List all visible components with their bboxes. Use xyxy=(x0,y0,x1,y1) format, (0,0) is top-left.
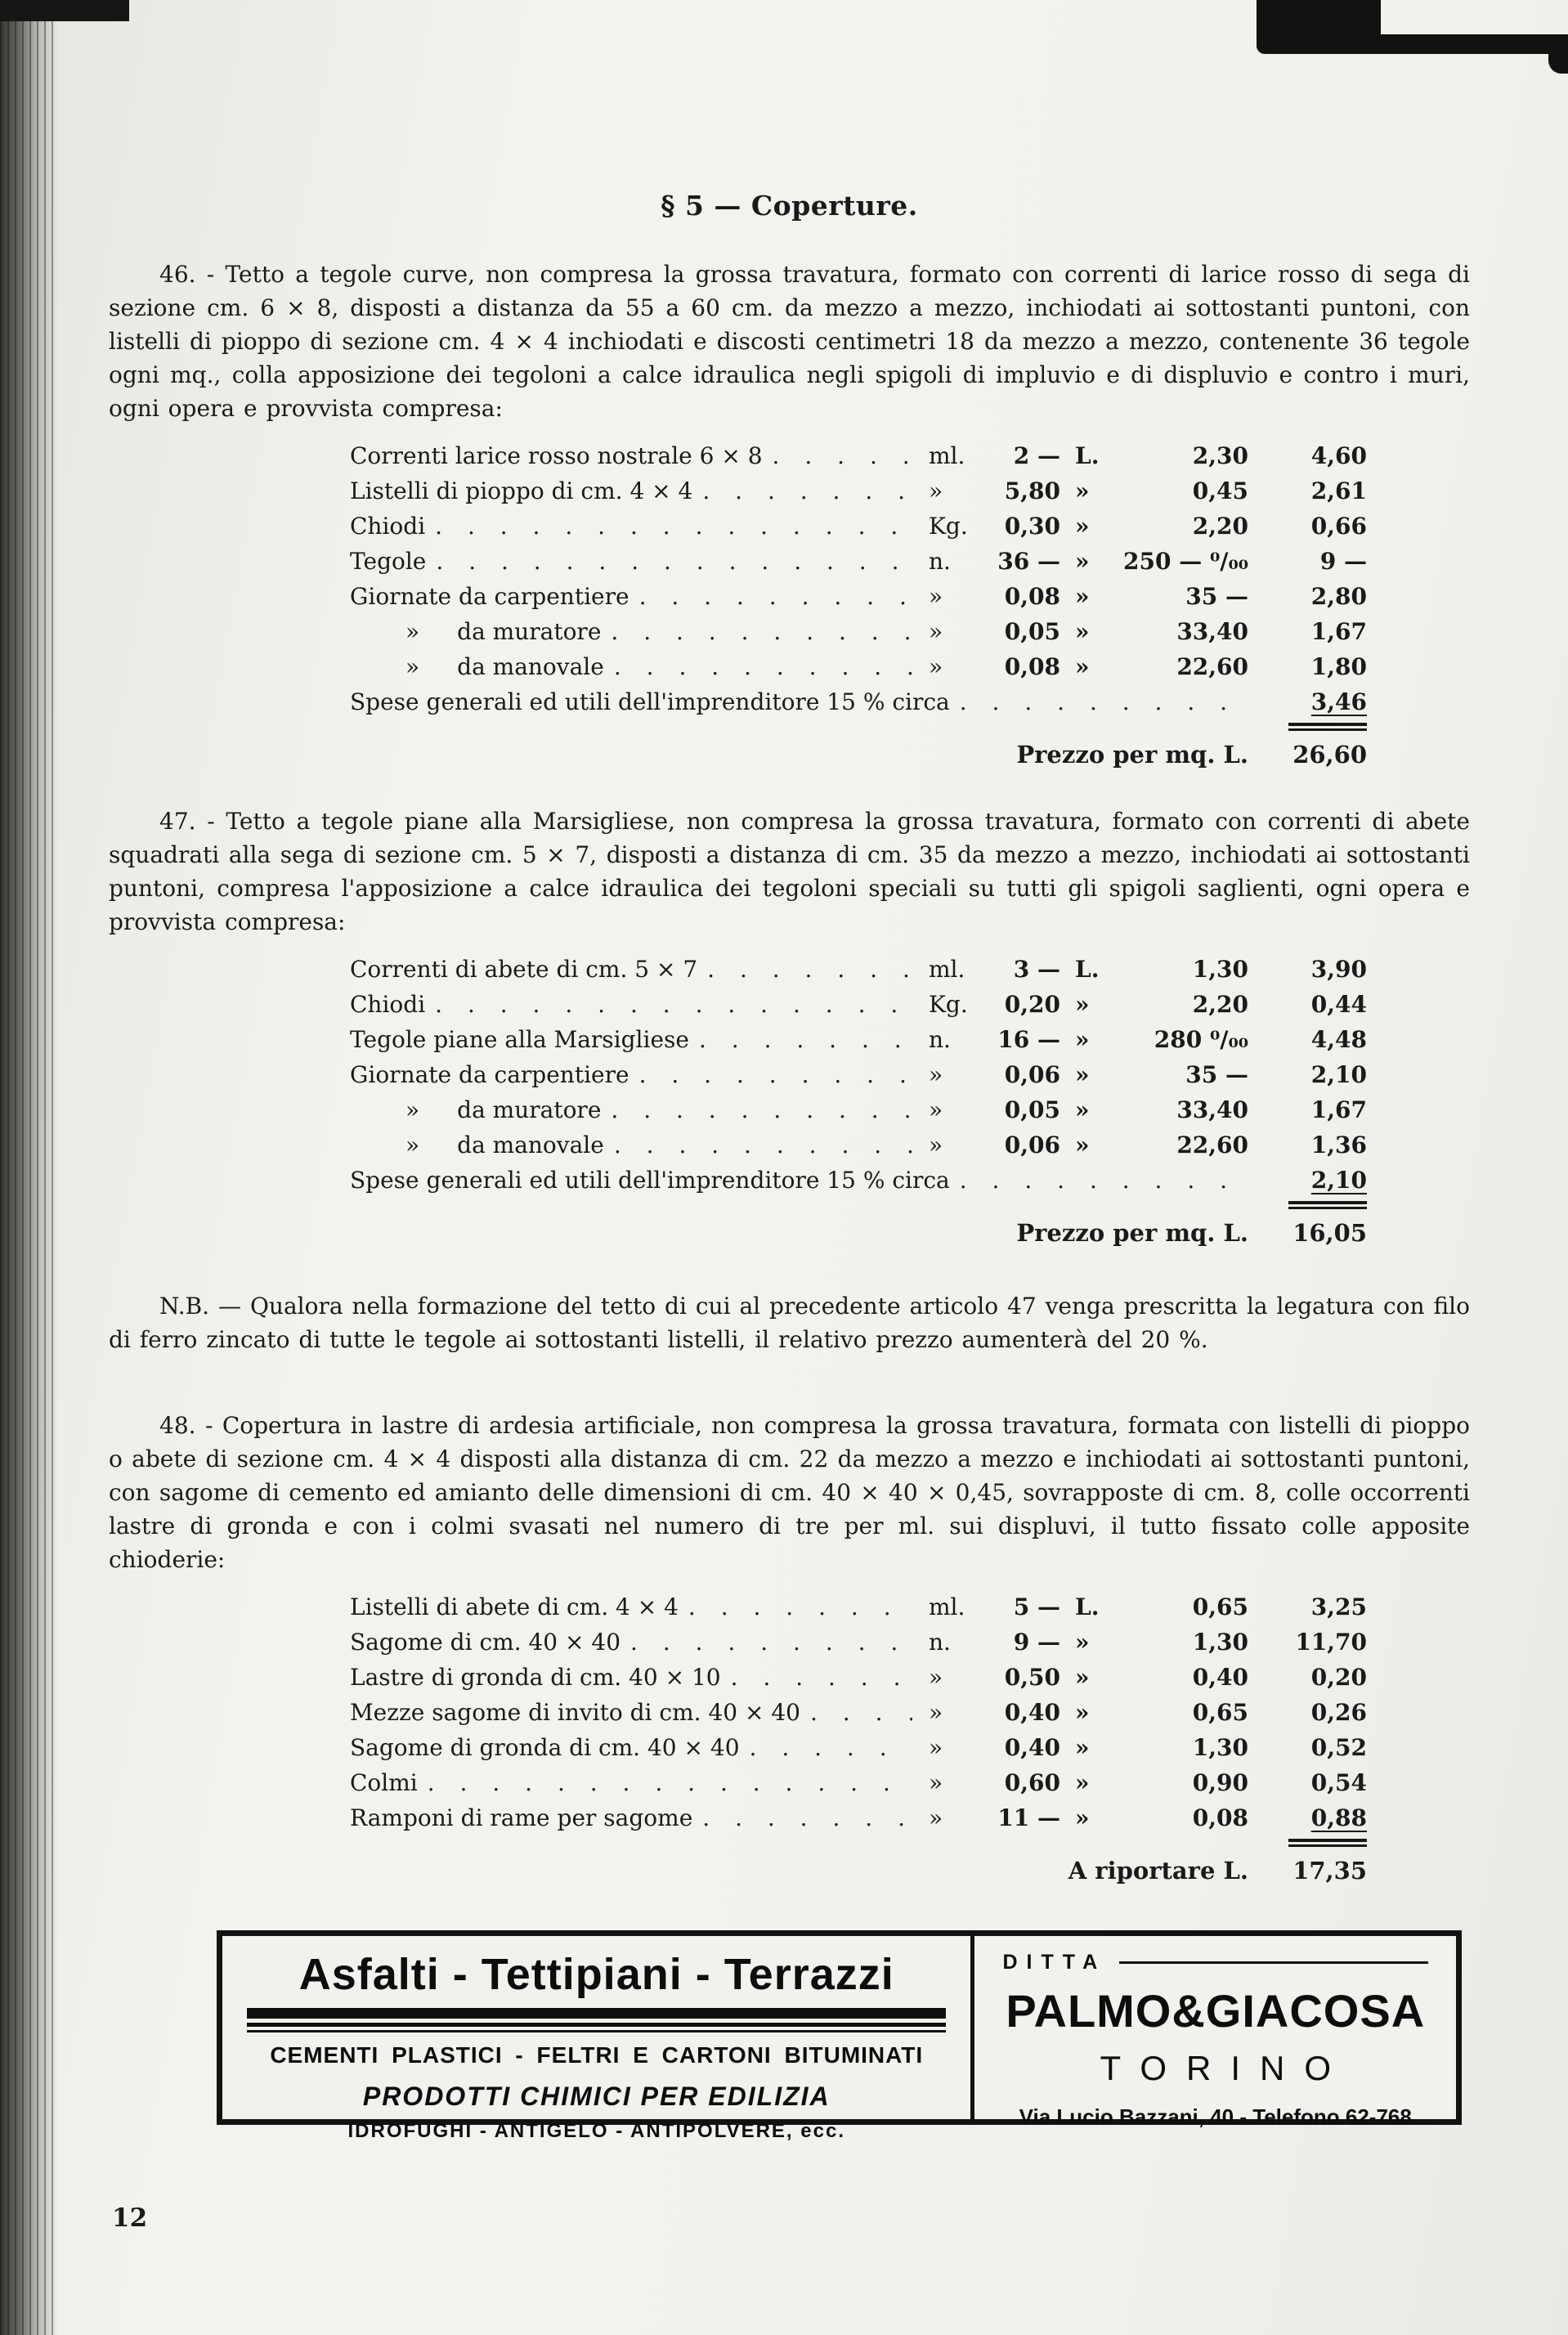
unit-of-measure: » xyxy=(929,477,943,504)
currency-mark: L. xyxy=(1075,1593,1100,1620)
leader-dots xyxy=(604,1127,912,1163)
unit-of-measure: Kg. xyxy=(929,513,968,540)
unit-price: 0,40 xyxy=(1192,1664,1248,1691)
unit-of-measure: » xyxy=(929,1664,943,1691)
leader-dots xyxy=(425,987,912,1022)
line-amount: 2,80 xyxy=(1310,583,1367,610)
currency-mark: » xyxy=(1075,618,1090,645)
item-description xyxy=(350,1589,917,1625)
double-rule xyxy=(1288,1201,1367,1209)
ad-company-city: TORINO xyxy=(1100,2049,1351,2087)
currency-mark: » xyxy=(1075,1026,1090,1053)
overhead-description xyxy=(350,684,1248,719)
sum-rule-row xyxy=(350,1839,1367,1847)
price-table-row xyxy=(350,544,1367,579)
leader-dots xyxy=(697,952,912,987)
item-description xyxy=(350,952,917,987)
item-description xyxy=(350,579,917,614)
unit-of-measure: » xyxy=(929,653,943,680)
leader-dots xyxy=(740,1730,912,1765)
double-rule xyxy=(1288,1839,1367,1847)
ditto-mark: » xyxy=(405,1096,420,1123)
line-amount: 2,10 xyxy=(1310,1061,1367,1088)
item-description-text: da muratore xyxy=(457,1096,602,1123)
quantity: 0,06 xyxy=(1004,1061,1060,1088)
currency-mark: » xyxy=(1075,1629,1090,1656)
item-description-text: Chiodi xyxy=(350,513,426,540)
ditto-mark: » xyxy=(405,653,420,680)
unit-price: 33,40 xyxy=(1176,1096,1248,1123)
item-description-text: Tegole piane alla Marsigliese xyxy=(350,1026,689,1053)
overhead-sum-row xyxy=(350,684,1367,719)
item-description xyxy=(350,987,917,1022)
unit-price: 0,65 xyxy=(1192,1593,1248,1620)
unit-price: 0,65 xyxy=(1192,1699,1248,1726)
article-48-carryover-line xyxy=(350,1857,1367,1885)
double-rule xyxy=(1288,723,1367,731)
leader-dots xyxy=(426,544,912,579)
leader-dots xyxy=(950,1163,1243,1198)
line-amount: 4,60 xyxy=(1310,442,1367,469)
unit-of-measure: » xyxy=(929,1769,943,1796)
line-amount: 0,52 xyxy=(1310,1734,1367,1761)
currency-mark: » xyxy=(1075,991,1090,1018)
unit-of-measure: » xyxy=(929,583,943,610)
unit-of-measure: Kg. xyxy=(929,991,968,1018)
leader-dots xyxy=(425,509,912,544)
price-per-sqm-value: 26,60 xyxy=(1292,741,1367,769)
overhead-description-text: Spese generali ed utili dell'imprenditore 15 % circa xyxy=(350,1167,950,1194)
ad-asfalti-title: Asfalti - Tettipiani - Terrazzi xyxy=(298,1950,894,1999)
carryover-label: A riportare L. xyxy=(1068,1857,1248,1885)
item-description xyxy=(350,1092,917,1127)
line-amount: 1,67 xyxy=(1310,1096,1367,1123)
unit-of-measure: » xyxy=(929,1734,943,1761)
item-description xyxy=(350,649,917,684)
line-amount: 0,26 xyxy=(1310,1699,1367,1726)
quantity: 0,20 xyxy=(1004,991,1060,1018)
price-table-row xyxy=(350,1730,1367,1765)
item-description-text: da manovale xyxy=(457,1132,604,1159)
price-table-row xyxy=(350,987,1367,1022)
line-amount: 0,66 xyxy=(1310,513,1367,540)
currency-mark: » xyxy=(1075,477,1090,504)
article-47-paragraph: 47. - Tetto a tegole piane alla Marsigliese, non compresa la grossa travatura, formato con correnti di abete squadrati alla sega di sezione cm. 5 × 7, disposti a distanza di cm. 35 da mezzo a mezzo, inchiodati ai sottostanti puntoni, compresa l'apposizione a calce idraulica dei tegoloni speciali su tutti gli spigoli saglienti, ogni opera e provvista compresa: xyxy=(109,808,1470,935)
leader-dots xyxy=(692,473,912,509)
article-47-total-line xyxy=(350,1219,1367,1247)
price-table-row xyxy=(350,1022,1367,1057)
line-amount: 0,88 xyxy=(1310,1804,1367,1831)
line-amount: 1,67 xyxy=(1310,618,1367,645)
item-description xyxy=(350,438,917,473)
quantity: 11 — xyxy=(997,1804,1060,1831)
scan-gutter-shadow xyxy=(0,0,59,2335)
price-table-row xyxy=(350,1092,1367,1127)
thick-rule xyxy=(247,2008,946,2019)
ad-asfalti-products: CEMENTI PLASTICI - FELTRI E CARTONI BITUMINATI xyxy=(270,2042,924,2068)
ditta-row xyxy=(1002,1951,1428,1974)
unit-price: 0,08 xyxy=(1192,1804,1248,1831)
advertisement-block xyxy=(217,1930,1462,2142)
unit-of-measure: n. xyxy=(929,1629,951,1656)
unit-of-measure: ml. xyxy=(929,956,965,983)
price-per-sqm-label: Prezzo per mq. L. xyxy=(1016,741,1248,769)
price-per-sqm-value: 16,05 xyxy=(1292,1219,1367,1247)
item-description xyxy=(350,1730,917,1765)
item-description-text: da manovale xyxy=(457,653,604,680)
item-description-text: Correnti larice rosso nostrale 6 × 8 xyxy=(350,442,763,469)
unit-of-measure: n. xyxy=(929,1026,951,1053)
unit-of-measure: » xyxy=(929,618,943,645)
sum-rule-row xyxy=(350,723,1367,731)
article-48-price-table xyxy=(350,1589,1367,1847)
quantity: 0,60 xyxy=(1004,1769,1060,1796)
line-amount: 1,36 xyxy=(1310,1132,1367,1159)
price-table-row xyxy=(350,1589,1367,1625)
quantity: 3 — xyxy=(1013,956,1060,983)
item-description xyxy=(350,614,917,649)
unit-of-measure: ml. xyxy=(929,442,965,469)
line-amount: 0,54 xyxy=(1310,1769,1367,1796)
quantity: 0,08 xyxy=(1004,653,1060,680)
ad-asfalti-extras: IDROFUGHI - ANTIGELO - ANTIPOLVERE, ecc. xyxy=(347,2120,845,2142)
item-description xyxy=(350,1800,917,1835)
price-table-row xyxy=(350,952,1367,987)
quantity: 5 — xyxy=(1013,1593,1060,1620)
line-amount: 11,70 xyxy=(1295,1629,1367,1656)
currency-mark: » xyxy=(1075,1769,1090,1796)
leader-dots xyxy=(418,1765,912,1800)
ad-asfalti xyxy=(222,1936,974,2142)
leader-dots xyxy=(950,684,1243,719)
leader-dots xyxy=(763,438,912,473)
currency-mark: » xyxy=(1075,1132,1090,1159)
quantity: 0,40 xyxy=(1004,1734,1060,1761)
article-46-total-line xyxy=(350,741,1367,769)
section-heading: § 5 — Coperture. xyxy=(661,190,918,222)
unit-price: 2,30 xyxy=(1192,442,1248,469)
price-table-row xyxy=(350,1127,1367,1163)
line-amount: 9 — xyxy=(1319,548,1367,575)
item-description xyxy=(350,1057,917,1092)
currency-mark: » xyxy=(1075,548,1090,575)
quantity: 0,30 xyxy=(1004,513,1060,540)
article-48-paragraph: 48. - Copertura in lastre di ardesia artificiale, non compresa la grossa travatura, formata con listelli di pioppo o abete di sezione cm. 4 × 4 disposti alla distanza di cm. 22 da mezzo a mezzo e inchiodati ai sottostanti puntoni, con sagome di cemento ed amianto delle dimensioni di cm. 40 × 40 × 0,45, sovrapposte di cm. 8, colle occorrenti lastre di gronda e con i colmi svasati nel numero di tre per ml. sui displuvi, il tutto fissato colle apposite chioderie: xyxy=(109,1412,1470,1573)
unit-price: 1,30 xyxy=(1192,1629,1248,1656)
ditto-mark: » xyxy=(405,618,420,645)
leader-dots xyxy=(692,1800,912,1835)
page-number: 12 xyxy=(112,2203,148,2233)
unit-price: 0,90 xyxy=(1192,1769,1248,1796)
leader-dots xyxy=(604,649,912,684)
ad-palmo-giacosa xyxy=(974,1936,1456,2129)
unit-price: 33,40 xyxy=(1176,618,1248,645)
currency-mark: L. xyxy=(1075,956,1100,983)
item-description-text: Ramponi di rame per sagome xyxy=(350,1804,693,1831)
line-amount: 1,80 xyxy=(1310,653,1367,680)
price-table-row xyxy=(350,1660,1367,1695)
currency-mark: » xyxy=(1075,1734,1090,1761)
overhead-amount: 3,46 xyxy=(1310,688,1367,715)
quantity: 0,05 xyxy=(1004,618,1060,645)
unit-price: 0,45 xyxy=(1192,477,1248,504)
overhead-amount: 2,10 xyxy=(1310,1167,1367,1194)
unit-of-measure: n. xyxy=(929,548,951,575)
price-per-sqm-label: Prezzo per mq. L. xyxy=(1016,1219,1248,1247)
unit-price: 35 — xyxy=(1185,583,1248,610)
leader-dots xyxy=(800,1695,912,1730)
overhead-description xyxy=(350,1163,1248,1198)
currency-mark: » xyxy=(1075,1804,1090,1831)
item-description xyxy=(350,1765,917,1800)
unit-price: 250 — ⁰/₀₀ xyxy=(1123,548,1248,575)
currency-mark: » xyxy=(1075,1061,1090,1088)
currency-mark: L. xyxy=(1075,442,1100,469)
unit-price: 35 — xyxy=(1185,1061,1248,1088)
price-table-row xyxy=(350,1765,1367,1800)
leader-dots xyxy=(620,1625,912,1660)
page-content xyxy=(109,0,1470,2233)
item-description-text: Mezze sagome di invito di cm. 40 × 40 xyxy=(350,1699,800,1726)
quantity: 5,80 xyxy=(1004,477,1060,504)
quantity: 2 — xyxy=(1013,442,1060,469)
quantity: 9 — xyxy=(1013,1629,1060,1656)
leader-dots xyxy=(629,1057,912,1092)
line-amount: 0,20 xyxy=(1310,1664,1367,1691)
unit-of-measure: » xyxy=(929,1061,943,1088)
item-description-text: Sagome di cm. 40 × 40 xyxy=(350,1629,621,1656)
line-amount: 2,61 xyxy=(1310,477,1367,504)
ditta-label: DITTA xyxy=(1002,1951,1107,1974)
price-table-row xyxy=(350,614,1367,649)
article-46-paragraph: 46. - Tetto a tegole curve, non compresa la grossa travatura, formato con correnti di larice rosso di sega di sezione cm. 6 × 8, disposti a distanza da 55 a 60 cm. da mezzo a mezzo, inchiodati ai sottostanti puntoni, con listelli di pioppo di sezione cm. 4 × 4 inchiodati e discosti centimetri 18 da mezzo a mezzo, contenente 36 tegole ogni mq., colla apposizione dei tegoloni a calce idraulica negli spigoli di impluvio e di displuvio e contro i muri, ogni opera e provvista compresa: xyxy=(109,261,1470,422)
scan-artifact-right-corner xyxy=(1548,47,1568,74)
item-description xyxy=(350,473,917,509)
line-amount: 4,48 xyxy=(1310,1026,1367,1053)
item-description-text: Chiodi xyxy=(350,991,426,1018)
item-description xyxy=(350,1022,917,1057)
leader-dots xyxy=(689,1022,912,1057)
quantity: 36 — xyxy=(997,548,1060,575)
currency-mark: » xyxy=(1075,653,1090,680)
line-amount: 3,90 xyxy=(1310,956,1367,983)
price-table-row xyxy=(350,579,1367,614)
item-description-text: Lastre di gronda di cm. 40 × 10 xyxy=(350,1664,721,1691)
article-47-price-table xyxy=(350,952,1367,1209)
item-description xyxy=(350,1625,917,1660)
line-amount: 3,25 xyxy=(1310,1593,1367,1620)
sum-rule-row xyxy=(350,1201,1367,1209)
item-description xyxy=(350,1127,917,1163)
ad-divider-rules xyxy=(247,2008,946,2032)
unit-price: 280 ⁰/₀₀ xyxy=(1154,1026,1248,1053)
item-description xyxy=(350,509,917,544)
leader-dots xyxy=(679,1589,912,1625)
price-table-row xyxy=(350,438,1367,473)
price-table-row xyxy=(350,1057,1367,1092)
unit-price: 22,60 xyxy=(1176,653,1248,680)
leader-dots xyxy=(601,614,912,649)
unit-of-measure: » xyxy=(929,1132,943,1159)
ad-asfalti-chemicals: PRODOTTI CHIMICI PER EDILIZIA xyxy=(362,2082,831,2111)
currency-mark: » xyxy=(1075,1096,1090,1123)
quantity: 0,08 xyxy=(1004,583,1060,610)
quantity: 0,06 xyxy=(1004,1132,1060,1159)
quantity: 0,50 xyxy=(1004,1664,1060,1691)
currency-mark: » xyxy=(1075,1699,1090,1726)
overhead-sum-row xyxy=(350,1163,1367,1198)
item-description-text: Giornate da carpentiere xyxy=(350,583,629,610)
item-description xyxy=(350,544,917,579)
price-table-row xyxy=(350,473,1367,509)
leader-dots xyxy=(721,1660,912,1695)
item-description-text: Sagome di gronda di cm. 40 × 40 xyxy=(350,1734,740,1761)
quantity: 16 — xyxy=(997,1026,1060,1053)
item-description-text: Tegole xyxy=(350,548,427,575)
currency-mark: » xyxy=(1075,1664,1090,1691)
quantity: 0,40 xyxy=(1004,1699,1060,1726)
item-description-text: Giornate da carpentiere xyxy=(350,1061,629,1088)
price-table-row xyxy=(350,509,1367,544)
quantity: 0,05 xyxy=(1004,1096,1060,1123)
thin-rule xyxy=(247,2030,946,2032)
unit-price: 1,30 xyxy=(1192,1734,1248,1761)
item-description-text: da muratore xyxy=(457,618,602,645)
carryover-value: 17,35 xyxy=(1292,1857,1367,1885)
line-amount: 0,44 xyxy=(1310,991,1367,1018)
item-description-text: Colmi xyxy=(350,1769,418,1796)
ditta-rule xyxy=(1119,1961,1428,1964)
ad-company-address: Via Lucio Bazzani, 40 - Telefono 62-768 xyxy=(1019,2104,1412,2129)
unit-of-measure: » xyxy=(929,1699,943,1726)
item-description xyxy=(350,1660,917,1695)
unit-of-measure: ml. xyxy=(929,1593,965,1620)
leader-dots xyxy=(601,1092,912,1127)
item-description xyxy=(350,1695,917,1730)
price-table-row xyxy=(350,1800,1367,1835)
unit-price: 1,30 xyxy=(1192,956,1248,983)
currency-mark: » xyxy=(1075,583,1090,610)
unit-price: 2,20 xyxy=(1192,991,1248,1018)
currency-mark: » xyxy=(1075,513,1090,540)
unit-of-measure: » xyxy=(929,1804,943,1831)
ad-company-name: PALMO&GIACOSA xyxy=(1006,1985,1426,2037)
nota-bene-paragraph: N.B. — Qualora nella formazione del tetto di cui al precedente articolo 47 venga prescritta la legatura con filo di ferro zincato di tutte le tegole ai sottostanti listelli, il relativo prezzo aumenterà del 20 %. xyxy=(109,1293,1470,1353)
unit-of-measure: » xyxy=(929,1096,943,1123)
ditto-mark: » xyxy=(405,1132,420,1159)
item-description-text: Listelli di pioppo di cm. 4 × 4 xyxy=(350,477,693,504)
article-46-price-table xyxy=(350,438,1367,731)
leader-dots xyxy=(629,579,912,614)
price-table-row xyxy=(350,649,1367,684)
price-table-row xyxy=(350,1695,1367,1730)
price-table-row xyxy=(350,1625,1367,1660)
overhead-description-text: Spese generali ed utili dell'imprenditore 15 % circa xyxy=(350,688,950,715)
item-description-text: Correnti di abete di cm. 5 × 7 xyxy=(350,956,698,983)
item-description-text: Listelli di abete di cm. 4 × 4 xyxy=(350,1593,679,1620)
unit-price: 22,60 xyxy=(1176,1132,1248,1159)
medium-rule xyxy=(247,2023,946,2027)
unit-price: 2,20 xyxy=(1192,513,1248,540)
